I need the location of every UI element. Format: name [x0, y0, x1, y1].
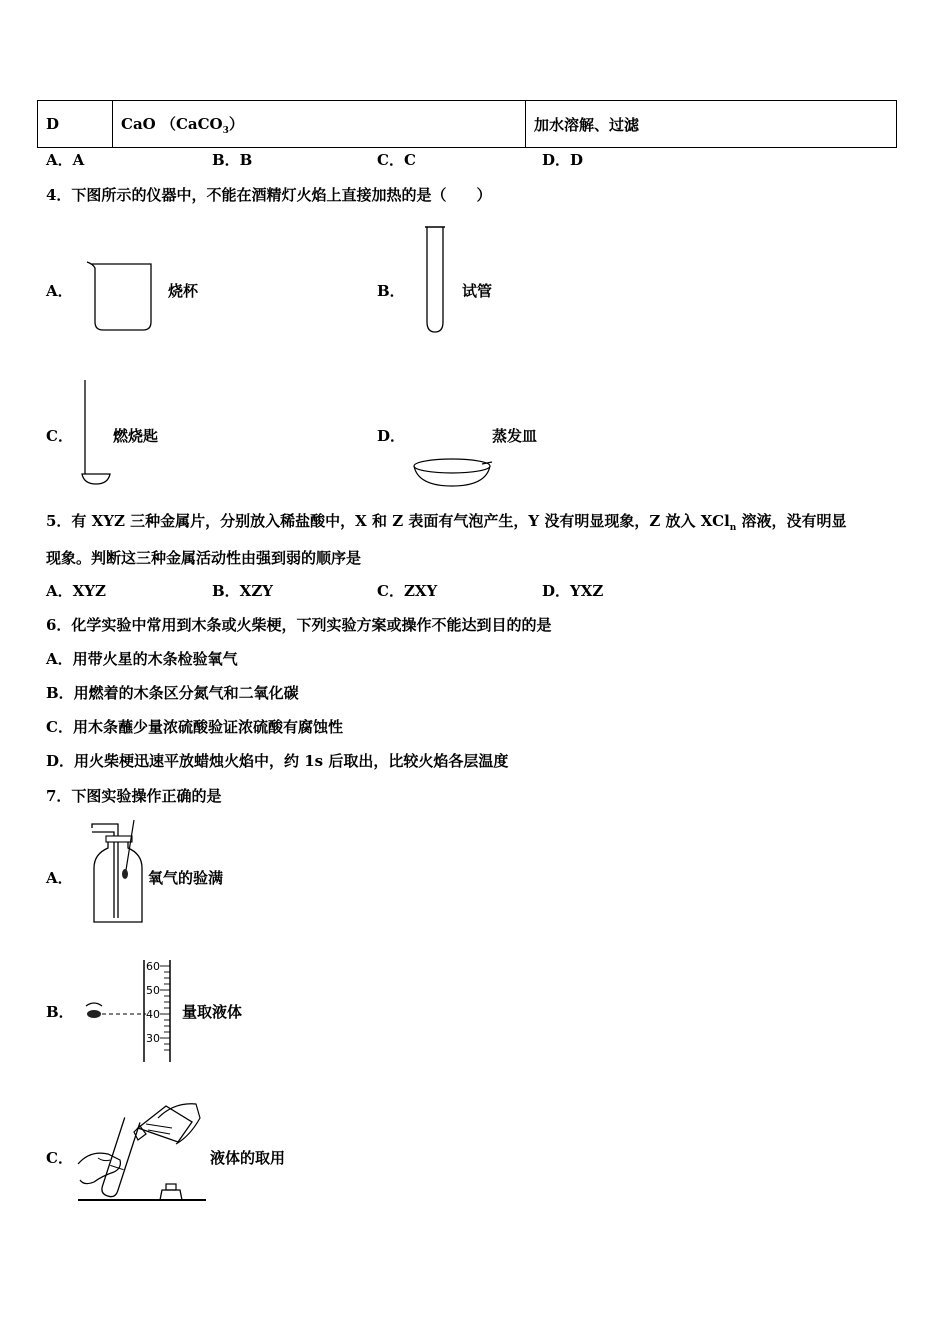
q4-option-d-letter[interactable]: D． — [377, 427, 406, 445]
cylinder-tick-label: 40 — [146, 1008, 160, 1021]
q5-option-a[interactable]: A．XYZ — [46, 582, 106, 600]
q5-stem-line2: 现象。判断这三种金属活动性由强到弱的顺序是 — [46, 549, 362, 567]
q5-option-d[interactable]: D．YXZ — [542, 582, 604, 600]
q3-option-c[interactable]: C．C — [377, 151, 416, 169]
q7-option-b-label: 量取液体 — [182, 1003, 243, 1021]
evaporating-dish-icon — [412, 456, 494, 490]
q7-option-b-letter[interactable]: B． — [46, 1003, 74, 1021]
q5-option-c[interactable]: C．ZXY — [377, 582, 438, 600]
q7-option-a-letter[interactable]: A． — [46, 869, 73, 887]
table-row — [38, 101, 897, 148]
pouring-liquid-icon — [74, 1098, 208, 1204]
cylinder-tick-label: 30 — [146, 1032, 160, 1045]
q7-option-c-label: 液体的取用 — [210, 1149, 286, 1167]
table-cell-substance: CaO （CaCO$_3$） — [113, 101, 526, 148]
q4-option-b-letter[interactable]: B． — [377, 282, 405, 300]
q6-option-a[interactable]: A．用带火星的木条检验氧气 — [46, 650, 238, 668]
q4-option-d-label: 蒸发皿 — [492, 427, 538, 445]
cylinder-tick-label: 50 — [146, 984, 160, 997]
cylinder-tick-label: 60 — [146, 960, 160, 973]
q4-option-a-letter[interactable]: A． — [46, 282, 73, 300]
graduated-cylinder-icon — [80, 958, 180, 1066]
q4-stem: 4．下图所示的仪器中，不能在酒精灯火焰上直接加热的是（ ） — [46, 186, 492, 204]
q7-option-a-label: 氧气的验满 — [148, 869, 224, 887]
q7-option-c-letter[interactable]: C． — [46, 1149, 73, 1167]
q6-option-d[interactable]: D．用火柴梗迅速平放蜡烛火焰中，约 1s 后取出，比较火焰各层温度 — [46, 752, 509, 770]
q5-stem-line1: 5．有 XYZ 三种金属片，分别放入稀盐酸中，X 和 Z 表面有气泡产生，Y 没有明显现象，Z 放入 XCl$_n$ 溶液，没有明显 — [46, 512, 847, 533]
test-tube-icon — [422, 224, 448, 336]
q3-option-b[interactable]: B．B — [212, 151, 253, 169]
q6-stem: 6．化学实验中常用到木条或火柴梗，下列实验方案或操作不能达到目的的是 — [46, 616, 552, 634]
q3-option-d[interactable]: D．D — [542, 151, 584, 169]
q6-option-b[interactable]: B．用燃着的木条区分氮气和二氧化碳 — [46, 684, 299, 702]
q4-option-c-label: 燃烧匙 — [113, 427, 159, 445]
beaker-icon — [85, 258, 155, 334]
q7-stem: 7．下图实验操作正确的是 — [46, 787, 222, 805]
answer-table — [37, 100, 897, 148]
table-cell-option: D — [38, 101, 113, 148]
q5-option-b[interactable]: B．XZY — [212, 582, 273, 600]
q6-option-c[interactable]: C．用木条蘸少量浓硫酸验证浓硫酸有腐蚀性 — [46, 718, 343, 736]
table-cell-method: 加水溶解、过滤 — [526, 101, 897, 148]
q4-option-a-label: 烧杯 — [168, 282, 199, 300]
q4-option-b-label: 试管 — [462, 282, 493, 300]
q4-option-c-letter[interactable]: C． — [46, 427, 73, 445]
gas-bottle-icon — [90, 818, 150, 926]
q3-option-a[interactable]: A．A — [46, 151, 85, 169]
combustion-spoon-icon — [78, 378, 114, 488]
